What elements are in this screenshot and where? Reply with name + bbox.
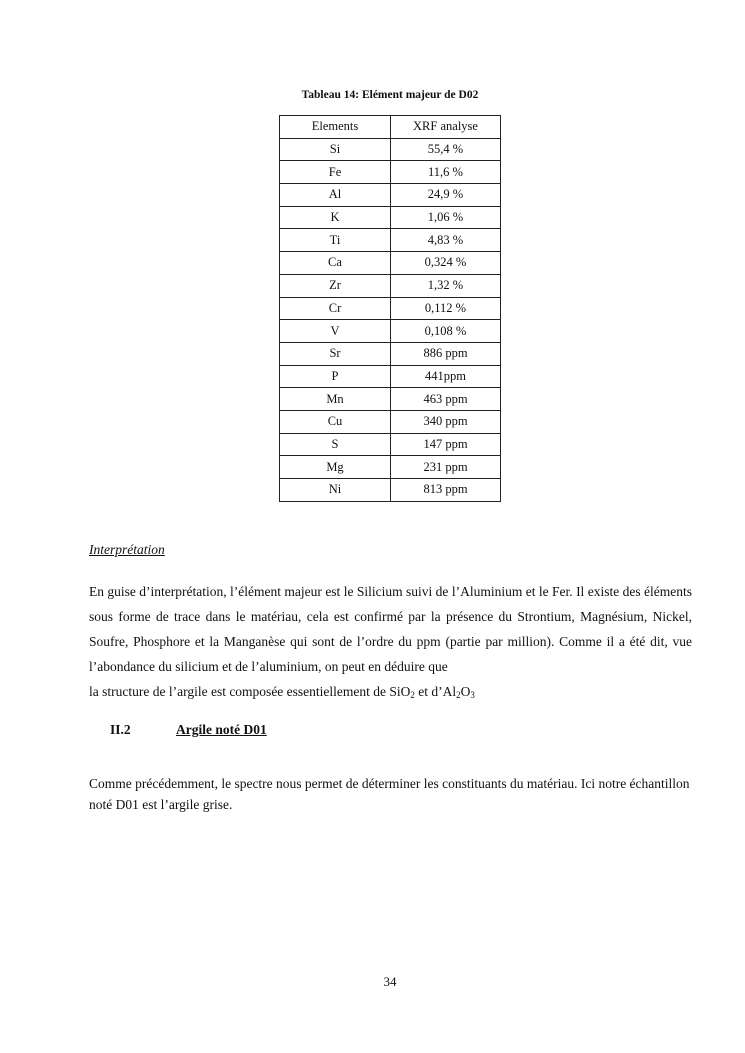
- xrf-value-cell: 1,32 %: [391, 274, 501, 297]
- element-cell: V: [280, 320, 391, 343]
- element-cell: Ni: [280, 479, 391, 502]
- interpretation-last-line: [89, 679, 692, 704]
- table-row: [280, 184, 501, 207]
- table-row: [280, 138, 501, 161]
- interpretation-heading: Interprétation: [89, 542, 165, 557]
- table-row: [280, 252, 501, 275]
- column-header-elements: Elements: [280, 116, 391, 139]
- xrf-value-cell: 0,112 %: [391, 297, 501, 320]
- page-number: 34: [383, 974, 397, 989]
- element-cell: S: [280, 433, 391, 456]
- formula-and: et d’Al: [414, 684, 457, 699]
- xrf-value-cell: 147 ppm: [391, 433, 501, 456]
- table-row: [280, 206, 501, 229]
- section-number: II.2: [110, 722, 131, 737]
- al2-subscript: 2: [456, 690, 461, 700]
- table-row: [280, 365, 501, 388]
- xrf-value-cell: 0,324 %: [391, 252, 501, 275]
- xrf-value-cell: 0,108 %: [391, 320, 501, 343]
- xrf-value-cell: 441ppm: [391, 365, 501, 388]
- table-row: [280, 410, 501, 433]
- table-row: [280, 433, 501, 456]
- element-cell: Sr: [280, 342, 391, 365]
- table-row: [280, 388, 501, 411]
- interpretation-paragraph: [89, 579, 692, 704]
- xrf-value-cell: 11,6 %: [391, 161, 501, 184]
- element-cell: Mn: [280, 388, 391, 411]
- xrf-value-cell: 813 ppm: [391, 479, 501, 502]
- element-cell: K: [280, 206, 391, 229]
- xrf-value-cell: 886 ppm: [391, 342, 501, 365]
- element-cell: Mg: [280, 456, 391, 479]
- table-caption: Tableau 14: Elément majeur de D02: [301, 89, 479, 101]
- xrf-value-cell: 463 ppm: [391, 388, 501, 411]
- section-title: Argile noté D01: [176, 722, 267, 737]
- table-row: [280, 342, 501, 365]
- element-cell: Ca: [280, 252, 391, 275]
- element-cell: P: [280, 365, 391, 388]
- section-heading: [110, 722, 267, 738]
- element-cell: Cr: [280, 297, 391, 320]
- sio2-subscript: 2: [410, 690, 415, 700]
- body-paragraph: Comme précédemment, le spectre nous permet de déterminer les constituants du matériau. Ici notre échantillon noté D01 est l’argile grise.: [89, 776, 690, 812]
- table-row: [280, 161, 501, 184]
- xrf-value-cell: 24,9 %: [391, 184, 501, 207]
- formula-prefix: la structure de l’argile est composée essentiellement de SiO: [89, 684, 411, 699]
- formula-oxygen: O: [460, 684, 471, 699]
- element-cell: Fe: [280, 161, 391, 184]
- o3-subscript: 3: [470, 690, 475, 700]
- element-cell: Ti: [280, 229, 391, 252]
- xrf-value-cell: 55,4 %: [391, 138, 501, 161]
- table-row: [280, 456, 501, 479]
- element-cell: Zr: [280, 274, 391, 297]
- element-cell: Cu: [280, 410, 391, 433]
- table-row: [280, 229, 501, 252]
- element-cell: Si: [280, 138, 391, 161]
- table-row: [280, 479, 501, 502]
- interpretation-text: En guise d’interprétation, l’élément majeur est le Silicium suivi de l’Aluminium et le Fer. Il existe des éléments sous forme de trace dans le matériau, cela est confirmé par la présence du Strontium, Magnésium, Nickel, Soufre, Phosphore et la Manganèse qui sont de l’ordre du ppm (partie par million). Comme il a été dit, vue l’abondance du silicium et de l’aluminium, on peut en déduire que: [89, 584, 692, 674]
- xrf-table: [279, 115, 501, 502]
- table-row: [280, 320, 501, 343]
- xrf-value-cell: 231 ppm: [391, 456, 501, 479]
- xrf-value-cell: 1,06 %: [391, 206, 501, 229]
- table-row: [280, 297, 501, 320]
- xrf-value-cell: 340 ppm: [391, 410, 501, 433]
- element-cell: Al: [280, 184, 391, 207]
- column-header-xrf: XRF analyse: [391, 116, 501, 139]
- xrf-value-cell: 4,83 %: [391, 229, 501, 252]
- table-header-row: [280, 116, 501, 139]
- table-row: [280, 274, 501, 297]
